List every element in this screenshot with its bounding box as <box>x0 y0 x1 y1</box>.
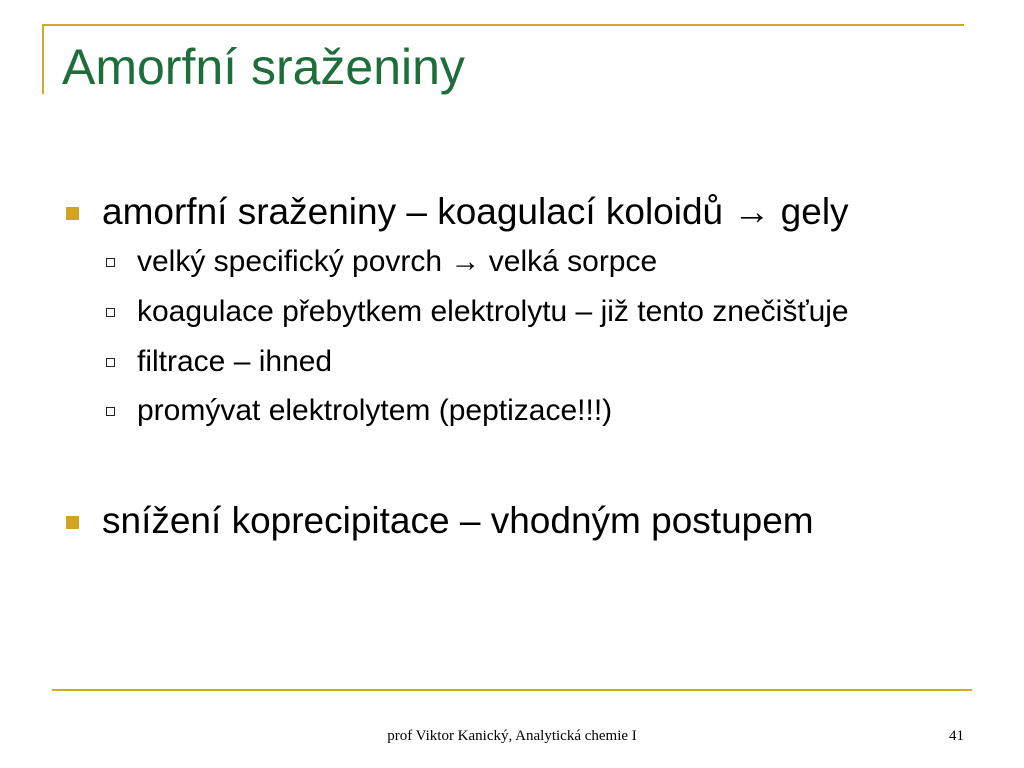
bullet-text: amorfní sraženiny – koagulací koloidů → gely <box>102 191 849 232</box>
slide-title: Amorfní sraženiny <box>62 39 465 95</box>
hollow-square-bullet-icon <box>106 308 115 317</box>
bullet-text: snížení koprecipitace – vhodným postupem <box>102 499 814 541</box>
sub-bullet-item <box>62 242 982 282</box>
footer-divider <box>52 689 972 691</box>
page-number: 41 <box>949 728 964 744</box>
hollow-square-bullet-icon <box>106 258 115 267</box>
footer-text: prof Viktor Kanický, Analytická chemie I <box>387 728 637 744</box>
frame-top-line <box>42 24 964 26</box>
bullet-item <box>62 499 982 543</box>
frame-left-line <box>42 24 44 94</box>
sub-bullet-item <box>62 391 982 431</box>
sub-bullet-list <box>62 242 982 430</box>
slide-content <box>62 190 982 543</box>
hollow-square-bullet-icon <box>106 407 115 416</box>
spacer <box>62 441 982 499</box>
hollow-square-bullet-icon <box>106 358 115 367</box>
sub-bullet-item <box>62 342 982 382</box>
sub-bullet-text: velký specifický povrch → velká sorpce <box>137 245 658 279</box>
sub-bullet-item <box>62 292 982 332</box>
sub-bullet-text: filtrace – ihned <box>137 344 333 378</box>
sub-bullet-text: promývat elektrolytem (peptizace!!!) <box>137 394 613 428</box>
filled-square-bullet-icon <box>66 516 79 529</box>
filled-square-bullet-icon <box>66 207 79 220</box>
bullet-item <box>62 190 982 234</box>
sub-bullet-text: koagulace přebytkem elektrolytu – již tento znečišťuje <box>137 294 849 328</box>
